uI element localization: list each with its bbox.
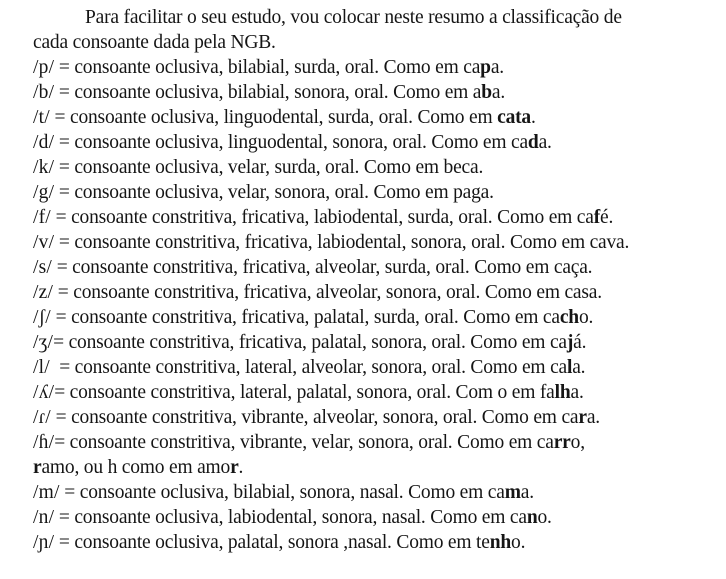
text-segment: = consoante constritiva, fricativa, palatal, sonora, oral. Como em ca	[53, 332, 567, 353]
phoneme-symbol: /f/	[33, 207, 51, 228]
text-segment: = consoante oclusiva, bilabial, surda, oral. Como em ca	[54, 57, 481, 78]
text-line	[33, 130, 720, 155]
text-line	[33, 180, 720, 205]
text-segment: a.	[586, 407, 600, 428]
text-segment: o,	[570, 432, 585, 453]
phoneme-symbol: /g/	[33, 182, 55, 203]
text-line	[33, 205, 720, 230]
text-line	[33, 30, 720, 55]
bold-letter: b	[481, 82, 492, 103]
phoneme-symbol: /v/	[33, 232, 55, 253]
text-segment: Para facilitar o seu estudo, vou colocar neste resumo a classificação de	[85, 7, 622, 28]
text-segment: cada consoante dada pela NGB.	[33, 32, 276, 53]
bold-letter: m	[504, 482, 521, 503]
phoneme-symbol: /ʃ/	[33, 307, 51, 328]
text-segment: = consoante oclusiva, linguodental, surda, oral. Como em	[49, 107, 498, 128]
phoneme-symbol: /k/	[33, 157, 55, 178]
phoneme-symbol: /d/	[33, 132, 55, 153]
phoneme-symbol: /p/	[33, 57, 55, 78]
text-line	[33, 230, 720, 255]
text-segment: a.	[572, 357, 586, 378]
text-segment: a.	[570, 382, 584, 403]
text-segment: = consoante oclusiva, velar, surda, oral. Como em beca.	[54, 157, 484, 178]
bold-letter: r	[230, 457, 239, 478]
text-segment: a.	[490, 57, 504, 78]
text-line	[33, 505, 720, 530]
text-line	[33, 55, 720, 80]
text-line	[33, 380, 720, 405]
bold-letter: f	[593, 207, 600, 228]
bold-letter: r	[578, 407, 587, 428]
phoneme-symbol: /m/	[33, 482, 60, 503]
text-segment: = consoante constritiva, fricativa, alveolar, surda, oral. Como em caça.	[52, 257, 593, 278]
text-segment: .	[238, 457, 244, 478]
text-line	[33, 80, 720, 105]
bold-letter: ch	[559, 307, 579, 328]
bold-letter: j	[566, 332, 574, 353]
text-line	[33, 455, 720, 480]
phoneme-symbol: /s/	[33, 257, 53, 278]
text-segment: a.	[491, 82, 506, 103]
bold-letter: rr	[553, 432, 571, 453]
text-segment: o.	[511, 532, 526, 553]
text-segment: = consoante oclusiva, bilabial, sonora, nasal. Como em ca	[59, 482, 505, 503]
text-segment: = consoante oclusiva, labiodental, sonora, nasal. Como em ca	[54, 507, 527, 528]
phoneme-symbol: /z/	[33, 282, 54, 303]
text-segment: = consoante constritiva, vibrante, alveolar, sonora, oral. Como em ca	[50, 407, 579, 428]
phoneme-symbol: /l/	[33, 357, 50, 378]
bold-letter: cata	[497, 107, 531, 128]
phoneme-symbol: /ʎ/	[33, 382, 55, 403]
text-segment: = consoante constritiva, fricativa, labiodental, sonora, oral. Como em cava.	[54, 232, 630, 253]
text-segment: = consoante oclusiva, linguodental, sonora, oral. Como em ca	[54, 132, 528, 153]
phoneme-symbol: /n/	[33, 507, 55, 528]
text-line	[33, 530, 720, 555]
phoneme-symbol: /t/	[33, 107, 50, 128]
document-body	[33, 5, 720, 555]
text-segment: = consoante oclusiva, palatal, sonora ,nasal. Como em te	[54, 532, 490, 553]
bold-letter: nh	[489, 532, 512, 553]
text-line	[33, 155, 720, 180]
text-segment: a.	[520, 482, 534, 503]
text-line	[33, 105, 720, 130]
phoneme-symbol: /ɦ/	[33, 432, 55, 453]
text-segment: á.	[573, 332, 587, 353]
phoneme-symbol: /ʒ/	[33, 332, 54, 353]
bold-letter: n	[526, 507, 538, 528]
bold-letter: l	[566, 357, 573, 378]
text-segment: = consoante constritiva, fricativa, palatal, surda, oral. Como em ca	[50, 307, 560, 328]
text-line	[33, 430, 720, 455]
text-segment: = consoante oclusiva, bilabial, sonora, oral. Como em a	[54, 82, 482, 103]
text-segment: = consoante constritiva, fricativa, alveolar, sonora, oral. Como em casa.	[53, 282, 602, 303]
text-segment: = consoante oclusiva, velar, sonora, oral. Como em paga.	[54, 182, 494, 203]
phoneme-symbol: /ɾ/	[33, 407, 51, 428]
text-segment: = consoante constritiva, vibrante, velar, sonora, oral. Como em ca	[54, 432, 554, 453]
bold-letter: d	[527, 132, 539, 153]
text-line	[33, 330, 720, 355]
bold-letter: r	[33, 457, 42, 478]
text-segment: .	[530, 107, 536, 128]
text-segment: é.	[600, 207, 614, 228]
bold-letter: lh	[554, 382, 571, 403]
phoneme-symbol: /ɲ/	[33, 532, 55, 553]
text-segment: a.	[538, 132, 552, 153]
text-segment: = consoante constritiva, lateral, alveolar, sonora, oral. Como em ca	[49, 357, 567, 378]
text-segment: o.	[578, 307, 594, 328]
text-segment: amo, ou h como em amo	[41, 457, 231, 478]
text-segment: = consoante constritiva, fricativa, labiodental, surda, oral. Como em ca	[50, 207, 594, 228]
text-line	[33, 305, 720, 330]
text-line	[33, 255, 720, 280]
phoneme-symbol: /b/	[33, 82, 55, 103]
text-line	[33, 355, 720, 380]
text-segment: = consoante constritiva, lateral, palatal, sonora, oral. Com o em fa	[54, 382, 555, 403]
text-segment: o.	[537, 507, 552, 528]
text-line	[33, 480, 720, 505]
text-line	[33, 405, 720, 430]
text-line	[33, 280, 720, 305]
text-line	[33, 5, 720, 30]
bold-letter: p	[480, 57, 491, 78]
